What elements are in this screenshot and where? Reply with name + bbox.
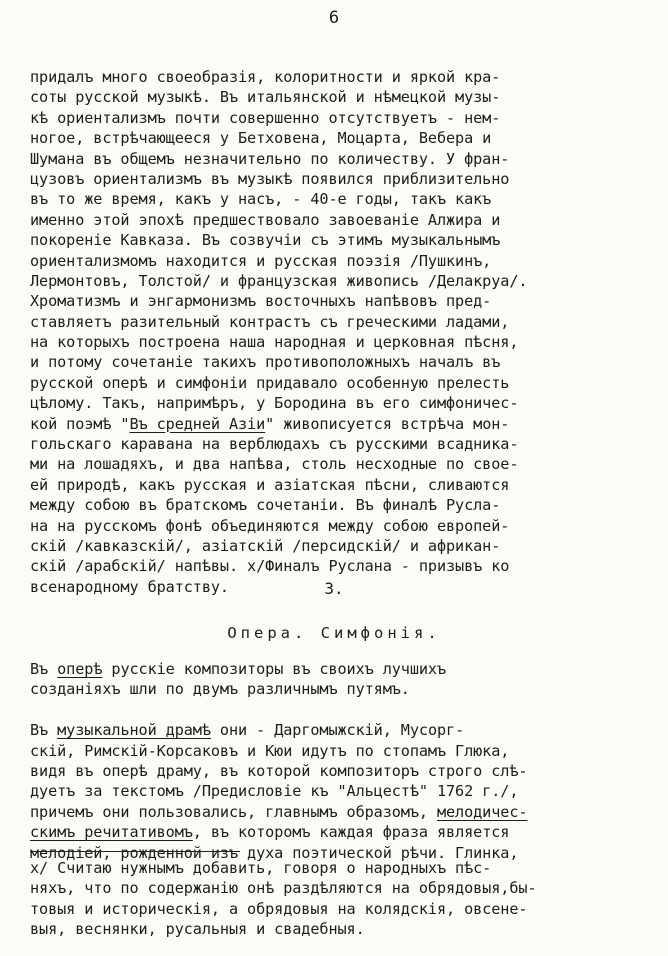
text-line	[30, 536, 654, 556]
footnote-text	[30, 858, 654, 940]
text-segment: и потому сочетаніе такихъ противоположныхъ началъ въ	[30, 353, 501, 372]
text-segment: созданіяхъ шли по двумъ различнымъ путямъ.	[30, 680, 410, 699]
text-segment: покореніе Кавказа. Въ созвучіи съ этимъ музыкальнымъ	[30, 231, 501, 250]
text-line	[30, 858, 654, 878]
text-line	[30, 312, 654, 332]
text-line	[30, 679, 654, 699]
footnote-rule	[30, 851, 240, 852]
text-line	[30, 87, 654, 107]
text-line	[30, 700, 654, 720]
text-line	[30, 781, 654, 801]
text-segment: скій /арабскій/ напѣвы. x/Финалъ Руслана - призывъ ко	[30, 557, 510, 576]
text-segment: " живописуется встрѣча мон-	[265, 414, 510, 433]
text-line	[30, 251, 654, 271]
text-segment: причемъ они пользовались, главнымъ образомъ,	[30, 802, 437, 821]
text-line	[30, 761, 654, 781]
text-segment: всенародному братству.	[30, 577, 229, 596]
text-line	[30, 495, 654, 515]
text-segment: ориентализмомъ находится и русская поэзія /Пушкинъ,	[30, 251, 492, 270]
text-segment: скій, Римскій-Корсаковъ и Кюи идутъ по стопамъ Глюка,	[30, 741, 510, 760]
text-segment: на на русскомъ фонѣ объединяются между собою европей-	[30, 516, 510, 535]
text-segment: мелодіей, рожденной изъ духа поэтической рѣчи. Глинка,	[30, 843, 519, 862]
text-segment: русскіе композиторы въ своихъ лучшихъ	[102, 660, 447, 678]
text-segment: цѣлому. Такъ, напримѣръ, у Бородина въ его симфоничес-	[30, 394, 519, 413]
text-line	[30, 454, 654, 474]
text-segment: скій /кавказскій/, азіатскій /персидскій/ и африкан-	[30, 536, 501, 555]
text-segment: ногое, встрѣчающееся у Бетховена, Моцарта, Вебера и	[30, 129, 492, 148]
text-line	[30, 352, 654, 372]
text-line	[30, 128, 654, 148]
text-segment: они - Даргомыжскій, Мусорг-	[210, 721, 465, 740]
text-line	[30, 878, 654, 898]
text-line	[30, 899, 654, 919]
section-number: 3.	[324, 579, 344, 598]
text-line	[30, 556, 654, 576]
text-segment: Лермонтовъ, Толстой/ и французская живопись /Делакруа/.	[30, 271, 528, 290]
text-segment: видя въ оперѣ драму, въ которой композиторъ строго слѣ-	[30, 761, 528, 780]
text-line	[30, 720, 654, 740]
text-segment: ставляетъ разительный контрастъ съ греческими ладами,	[30, 312, 510, 331]
underlined-phrase: мелодичес-	[436, 802, 528, 821]
text-segment: дуетъ за текстомъ /Предисловіе къ "Альцестѣ" 1762 г./,	[30, 782, 519, 801]
text-line	[30, 414, 654, 434]
text-segment: именно этой эпохѣ предшествовало завоеваніе Алжира и	[30, 210, 501, 229]
text-segment: цузовъ ориентализмъ въ музыкѣ появился приблизительно	[30, 169, 510, 188]
text-segment: Шумана въ общемъ незначительно по количеству. У фран-	[30, 149, 510, 168]
text-segment: русской оперѣ и симфоніи придавало особенную прелесть	[30, 373, 510, 392]
text-line	[30, 210, 654, 230]
text-segment: между собою въ братскомъ сочетаніи. Въ финалѣ Русла-	[30, 496, 501, 515]
text-line	[30, 189, 654, 209]
text-line	[30, 475, 654, 495]
body-text	[30, 67, 654, 597]
text-segment: ми на лошадяхъ, и два напѣва, столь несходные по свое-	[30, 455, 519, 474]
text-segment: кой поэмѣ "	[30, 414, 130, 433]
text-segment: въ то же время, какъ у насъ, - 40-е годы, такъ какъ	[30, 190, 492, 209]
text-segment: придалъ много своеобразія, колоритности и яркой кра-	[30, 68, 501, 86]
text-segment: на которыхъ построена наша народная и церковная пѣсня,	[30, 333, 519, 352]
text-segment: гольскаго каравана на верблюдахъ съ русскими всадника-	[30, 435, 519, 454]
text-line	[30, 332, 654, 352]
text-segment: кѣ ориентализмъ почти совершенно отсутствуетъ - нем-	[30, 108, 501, 127]
text-segment: , въ которомъ каждая фраза является	[192, 823, 510, 842]
text-line	[30, 271, 654, 291]
text-line	[30, 67, 654, 87]
text-segment: x/ Считаю нужнымъ добавить, говоря о народныхъ пѣс-	[30, 859, 492, 877]
text-line	[30, 169, 654, 189]
text-line	[30, 393, 654, 413]
text-segment: соты русской музыкѣ. Въ итальянской и нѣмецкой музы-	[30, 88, 501, 107]
text-line	[30, 516, 654, 536]
underlined-phrase: скимъ речитативомъ	[30, 823, 193, 842]
text-line	[30, 291, 654, 311]
text-line	[30, 741, 654, 761]
text-segment: Хроматизмъ и энгармонизмъ восточныхъ напѣвовъ пред-	[30, 292, 492, 311]
text-segment: Въ	[30, 660, 58, 678]
text-line	[30, 230, 654, 250]
section-title: Опера. Симфонія.	[227, 624, 441, 642]
text-segment: товыя и историческія, а обрядовыя на колядскія, овсене-	[30, 899, 528, 918]
text-segment: Въ	[30, 721, 58, 740]
text-line	[30, 108, 654, 128]
text-line	[30, 822, 654, 842]
text-line	[30, 802, 654, 822]
underlined-phrase: музыкальной драмѣ	[57, 721, 211, 740]
text-line	[30, 919, 654, 939]
page-number: 6	[328, 8, 340, 28]
text-line	[30, 373, 654, 393]
text-line	[30, 659, 654, 679]
text-line	[30, 434, 654, 454]
section-text	[30, 659, 654, 863]
text-segment: выя, веснянки, русальныя и свадебныя.	[30, 920, 365, 939]
underlined-phrase: оперѣ	[57, 660, 103, 678]
text-segment: ей природѣ, какъ русская и азіатская пѣсни, сливаются	[30, 475, 510, 494]
underlined-phrase: Въ средней Азіи	[129, 414, 266, 433]
text-line	[30, 149, 654, 169]
text-segment: няхъ, что по содержанію онѣ раздѣляются на обрядовыя,бы-	[30, 879, 537, 898]
